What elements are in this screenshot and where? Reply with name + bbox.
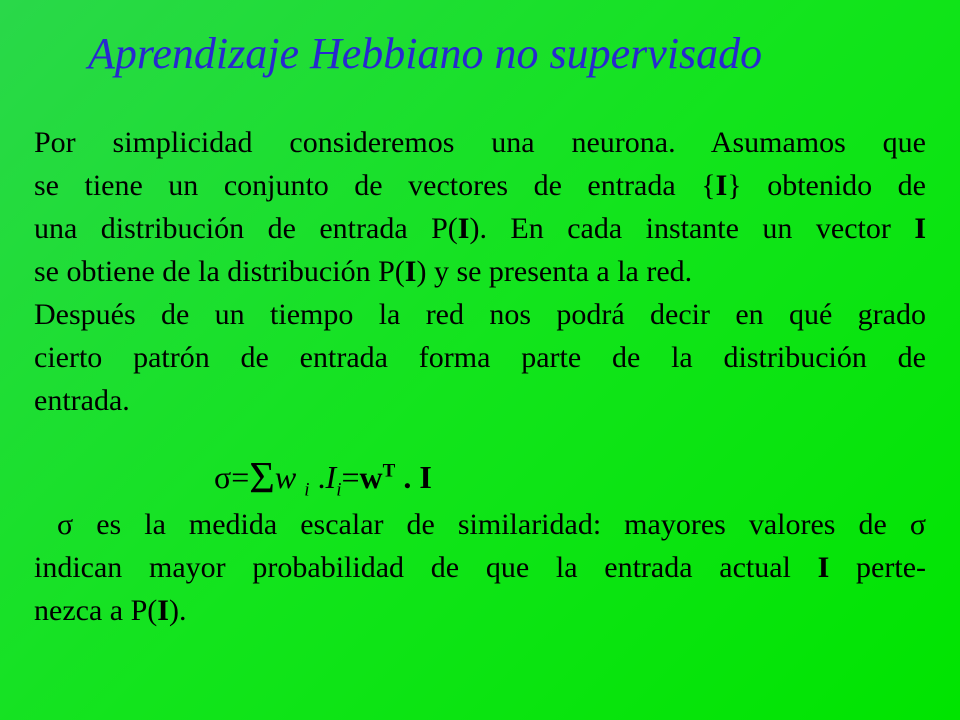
slide-title: Aprendizaje Hebbiano no supervisado	[88, 29, 763, 78]
intro-line-3: una distribución de entrada P(I). En cada instante un vector I	[34, 212, 926, 245]
similarity-formula: σ=Σw $_i$ $.I_i=w^T$ . I	[214, 453, 432, 502]
intro-line-5: Después de un tiempo la red nos podrá decir en qué grado	[34, 298, 926, 331]
intro-line-2: se tiene un conjunto de vectores de entrada {I} obtenido de	[34, 169, 926, 202]
intro-line-4: se obtiene de la distribución P(I) y se presenta a la red.	[34, 255, 693, 288]
formula-sum-symbol: Σ	[249, 453, 275, 502]
intro-line-6: cierto patrón de entrada forma parte de la distribución de	[34, 341, 926, 374]
intro-paragraph	[34, 121, 926, 422]
intro-line-1: Por simplicidad consideremos una neurona. Asumamos que	[34, 126, 926, 159]
intro-line-7: entrada.	[34, 384, 130, 417]
sigma-line-3: nezca a P(I).	[34, 594, 187, 627]
sigma-line-1: σ es la medida escalar de similaridad: mayores valores de σ	[57, 508, 927, 541]
formula-sigma: σ	[214, 459, 232, 495]
sigma-line-2: indican mayor probabilidad de que la entrada actual I perte-	[34, 551, 926, 584]
sigma-paragraph	[34, 503, 926, 632]
